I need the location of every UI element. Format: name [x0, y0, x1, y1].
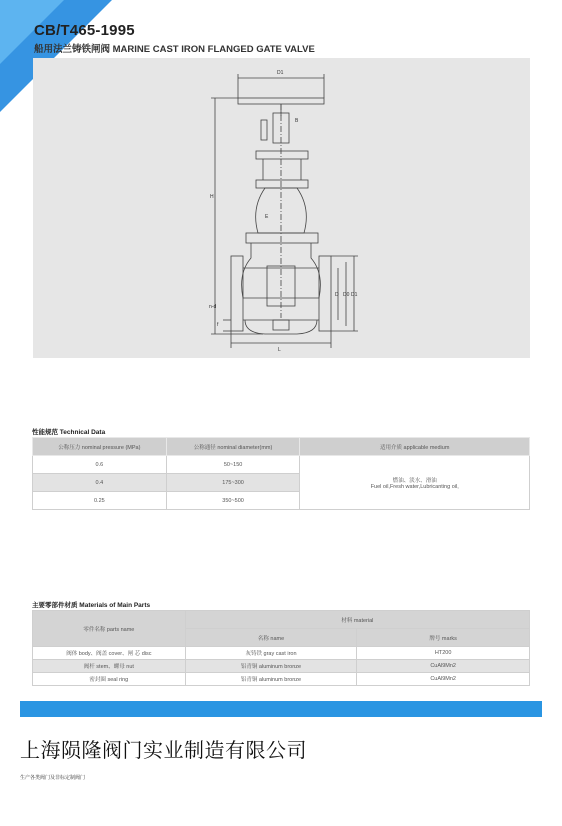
header-material: 材料 material: [185, 611, 529, 629]
dim-label-d0: D0: [343, 292, 350, 298]
diameter-cell: 50~150: [166, 456, 300, 474]
dim-label-f: f: [217, 322, 219, 328]
dim-label-d: D: [335, 292, 339, 298]
pressure-cell: 0.25: [33, 492, 167, 510]
header-medium: 适用介质 applicable medium: [300, 438, 530, 456]
bonnet-flange: [256, 151, 308, 159]
header-pressure: 公称压力 nominal pressure (MPa): [33, 438, 167, 456]
material-name-cell: 灰铸铁 gray cast iron: [185, 647, 357, 660]
table-header-row: [33, 438, 530, 456]
dim-label-d1-top: D1: [277, 70, 284, 76]
material-mark-cell: CuAl9Mn2: [357, 673, 530, 686]
part-cell: 密封圈 seal ring: [33, 673, 186, 686]
technical-data-title: 性能规范 Technical Data: [32, 429, 106, 436]
company-name: 上海陨隆阀门实业制造有限公司: [20, 738, 307, 762]
footer-bar: [20, 701, 542, 717]
header-diameter: 公称通径 nominal diameter(mm): [166, 438, 300, 456]
body-flange-top: [246, 233, 318, 243]
medium-en: Fuel oil,Fresh water,Lubricanting oil,: [370, 483, 459, 490]
diameter-cell: 350~500: [166, 492, 300, 510]
table-header-row: [33, 611, 530, 629]
header-part: 零件名称 parts name: [33, 611, 186, 647]
materials-table: [32, 610, 530, 686]
dim-label-h: H: [210, 194, 214, 200]
diameter-cell: 175~300: [166, 474, 300, 492]
dim-label-b: B: [295, 118, 299, 124]
handwheel: [238, 98, 324, 104]
product-name: 船用法兰铸铁闸阀 MARINE CAST IRON FLANGED GATE VALVE: [34, 44, 315, 55]
left-end-flange: [231, 256, 243, 331]
pressure-cell: 0.4: [33, 474, 167, 492]
part-cell: 阀体 body、阀盖 cover、闸 芯 disc: [33, 647, 186, 660]
part-cell: 阀杆 stem、螺母 nut: [33, 660, 186, 673]
technical-data-table: [32, 437, 530, 510]
pressure-cell: 0.6: [33, 456, 167, 474]
valve-drawing: [33, 58, 530, 358]
dim-label-nd: n-d: [209, 304, 217, 310]
medium-cn: 燃油、淡水、滑油: [392, 477, 437, 484]
header-name: 名称 name: [185, 629, 357, 647]
material-mark-cell: CuAl9Mn2: [357, 660, 530, 673]
medium-cell: [300, 456, 530, 510]
header-marks: 牌号 marks: [357, 629, 530, 647]
dim-label-e: E: [265, 214, 269, 220]
dim-label-d1: D1: [351, 292, 358, 298]
material-name-cell: 铝青铜 aluminum bronze: [185, 673, 357, 686]
material-mark-cell: HT200: [357, 647, 530, 660]
material-name-cell: 铝青铜 aluminum bronze: [185, 660, 357, 673]
dim-label-l: L: [278, 347, 281, 353]
company-tagline: 生产各类阀门及非标定制阀门: [20, 775, 86, 781]
table-row: [33, 456, 530, 474]
table-row: [33, 660, 530, 673]
right-end-flange: [319, 256, 331, 331]
valve-drawing-svg: [33, 58, 530, 358]
table-row: [33, 647, 530, 660]
table-row: [33, 673, 530, 686]
standard-code: CB/T465-1995: [34, 22, 135, 39]
materials-title: 主要零部件材质 Materials of Main Parts: [32, 602, 151, 609]
